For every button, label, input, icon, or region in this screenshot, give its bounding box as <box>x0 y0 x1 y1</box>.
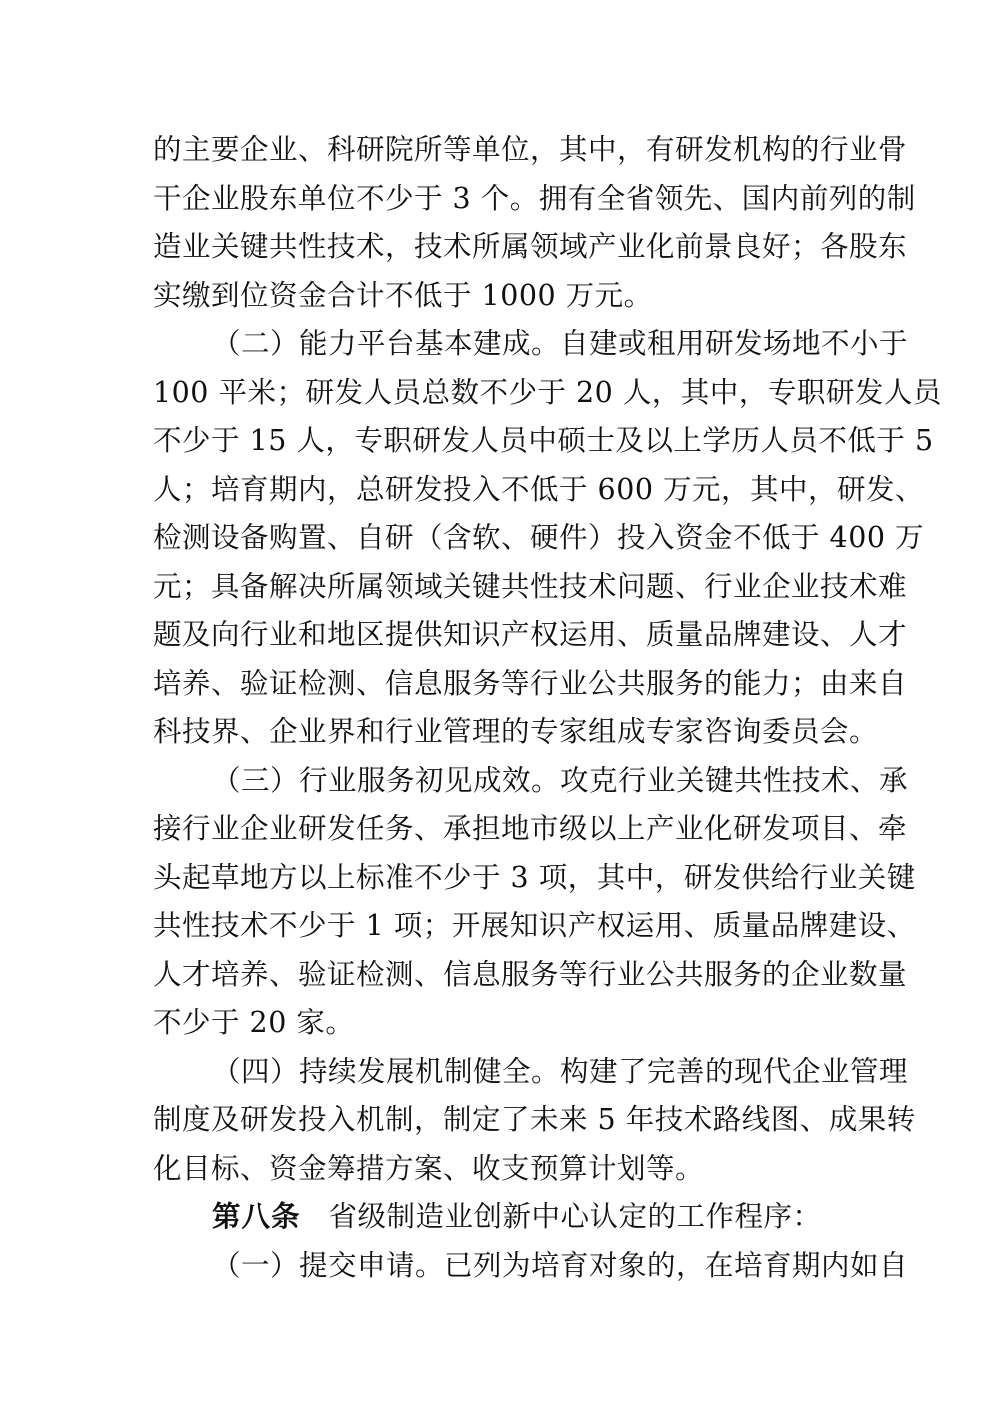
text-line: 制度及研发投入机制，制定了未来 5 年技术路线图、成果转 <box>153 1103 916 1136</box>
text-line: 头起草地方以上标准不少于 3 项，其中，研发供给行业关键 <box>153 860 916 894</box>
text-line: 不少于 20 家。 <box>153 1006 355 1039</box>
paragraph-item-1 <box>153 1242 909 1291</box>
text-line: （二）能力平台基本建成。自建或租用研发场地不小于 <box>212 327 909 360</box>
paragraph-item-3 <box>153 757 916 1048</box>
paragraph-item-4 <box>153 1048 916 1194</box>
text-line: （一）提交申请。已列为培育对象的，在培育期内如自 <box>212 1248 909 1282</box>
text-line: 接行业企业研发任务、承担地市级以上产业化研发项目、牵 <box>153 812 908 845</box>
text-line: 培养、验证检测、信息服务等行业公共服务的能力；由来自 <box>153 666 908 700</box>
article-title: 第八条 <box>212 1200 301 1233</box>
paragraph-continuation <box>153 126 916 320</box>
text-line: 化目标、资金筹措方案、收支预算计划等。 <box>153 1151 705 1185</box>
document-body <box>153 126 942 1290</box>
text-line <box>153 1193 853 1242</box>
text-line: 人；培育期内，总研发投入不低于 600 万元，其中，研发、 <box>153 472 925 506</box>
text-line: 干企业股东单位不少于 3 个。拥有全省领先、国内前列的制 <box>153 181 916 215</box>
text-line: 元；具备解决所属领域关键共性技术问题、行业企业技术难 <box>153 569 908 603</box>
text-line: 人才培养、验证检测、信息服务等行业公共服务的企业数量 <box>153 957 908 991</box>
text-line: 共性技术不少于 1 项；开展知识产权运用、质量品牌建设、 <box>153 909 916 942</box>
text-line: （三）行业服务初见成效。攻克行业关键共性技术、承 <box>212 763 909 797</box>
text-line: 不少于 15 人，专职研发人员中硕士及以上学历人员不低于 5 <box>153 424 934 457</box>
article-text: 省级制造业创新中心认定的工作程序： <box>328 1200 822 1233</box>
text-line: 实缴到位资金合计不低于 1000 万元。 <box>153 278 653 312</box>
text-line: 造业关键共性技术，技术所属领域产业化前景良好；各股东 <box>153 230 908 263</box>
article-8 <box>153 1193 853 1242</box>
text-line: 100 平米；研发人员总数不少于 20 人，其中，专职研发人员 <box>153 375 942 409</box>
text-line: 题及向行业和地区提供知识产权运用、质量品牌建设、人才 <box>153 618 908 651</box>
text-line: 检测设备购置、自研（含软、硬件）投入资金不低于 400 万 <box>153 521 925 554</box>
text-line: （四）持续发展机制健全。构建了完善的现代企业管理 <box>212 1054 909 1088</box>
paragraph-item-2 <box>153 320 942 757</box>
text-line: 的主要企业、科研院所等单位，其中，有研发机构的行业骨 <box>153 133 908 166</box>
text-line: 科技界、企业界和行业管理的专家组成专家咨询委员会。 <box>153 715 879 748</box>
